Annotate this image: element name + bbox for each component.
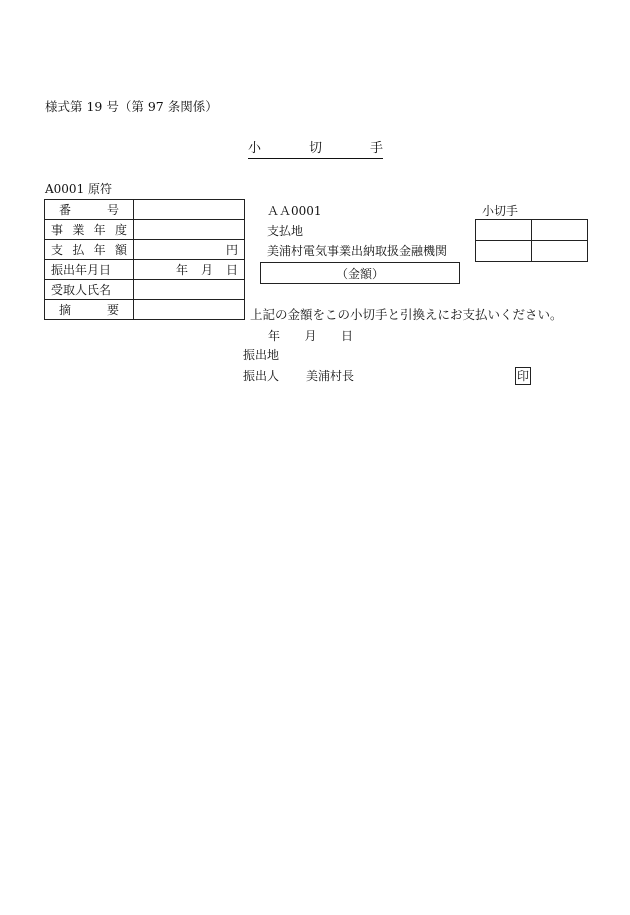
stub-row-fiscal-year — [45, 220, 245, 240]
stub-row-label: 振出年月日 — [45, 260, 134, 280]
stub-row-label — [45, 240, 134, 260]
stub-row-value: 円 — [134, 240, 245, 260]
title-char: 手 — [369, 141, 383, 156]
label-char: 年 — [93, 242, 106, 257]
label-char: 要 — [106, 302, 119, 317]
stub-row-number — [45, 200, 245, 220]
stub-table — [44, 199, 245, 320]
form-number: 様式第 19 号（第 97 条関係） — [45, 99, 218, 114]
stamp-cell — [476, 241, 532, 262]
stub-row-label — [45, 220, 134, 240]
stamp-cell — [476, 220, 532, 241]
issuer-name: 美浦村長 — [306, 369, 355, 383]
stub-row-payee — [45, 280, 245, 300]
label-char: 番 — [59, 202, 72, 217]
stub-row-issue-date — [45, 260, 245, 280]
date-char: 年 — [268, 329, 281, 343]
label-char: 額 — [114, 242, 127, 257]
date-char: 年 — [176, 262, 189, 277]
label-char: 度 — [114, 222, 127, 237]
date-char: 日 — [340, 329, 353, 343]
stub-row-remarks — [45, 300, 245, 320]
issue-place-label: 振出地 — [243, 348, 280, 362]
check-label: 小切手 — [482, 204, 519, 218]
stub-row-value — [134, 300, 245, 320]
document-title — [248, 142, 383, 159]
check-number: ＡＡ0001 — [267, 204, 322, 218]
payment-notice: 上記の金額をこの小切手と引換えにお支払いください。 — [250, 307, 563, 322]
bank-name: 美浦村電気事業出納取扱金融機関 — [267, 244, 448, 258]
date-char: 月 — [200, 262, 213, 277]
seal-mark: 印 — [517, 369, 530, 383]
stub-row-value — [134, 280, 245, 300]
title-char: 切 — [308, 141, 322, 156]
label-char: 摘 — [59, 302, 72, 317]
stub-row-amount — [45, 240, 245, 260]
date-char: 日 — [225, 262, 238, 277]
issuer-label: 振出人 — [243, 369, 280, 383]
stamp-cell — [532, 220, 588, 241]
title-char: 小 — [248, 141, 262, 156]
stub-row-value — [134, 200, 245, 220]
stub-row-label: 受取人氏名 — [45, 280, 134, 300]
stub-row-label — [45, 300, 134, 320]
label-char: 号 — [106, 202, 119, 217]
stub-row-value — [134, 220, 245, 240]
label-char: 事 — [51, 222, 64, 237]
label-char: 業 — [72, 222, 85, 237]
label-char: 払 — [72, 242, 85, 257]
stub-row-value — [134, 260, 245, 280]
issue-date — [268, 330, 353, 342]
stamp-cell — [532, 241, 588, 262]
label-char: 支 — [51, 242, 64, 257]
amount-label: （金額） — [335, 266, 384, 281]
stub-label: A0001 原符 — [45, 182, 113, 196]
stub-row-label — [45, 200, 134, 220]
stamp-grid — [475, 219, 588, 262]
date-char: 月 — [304, 329, 317, 343]
label-char: 年 — [93, 222, 106, 237]
pay-place-label: 支払地 — [267, 224, 304, 238]
amount-box — [260, 262, 460, 284]
